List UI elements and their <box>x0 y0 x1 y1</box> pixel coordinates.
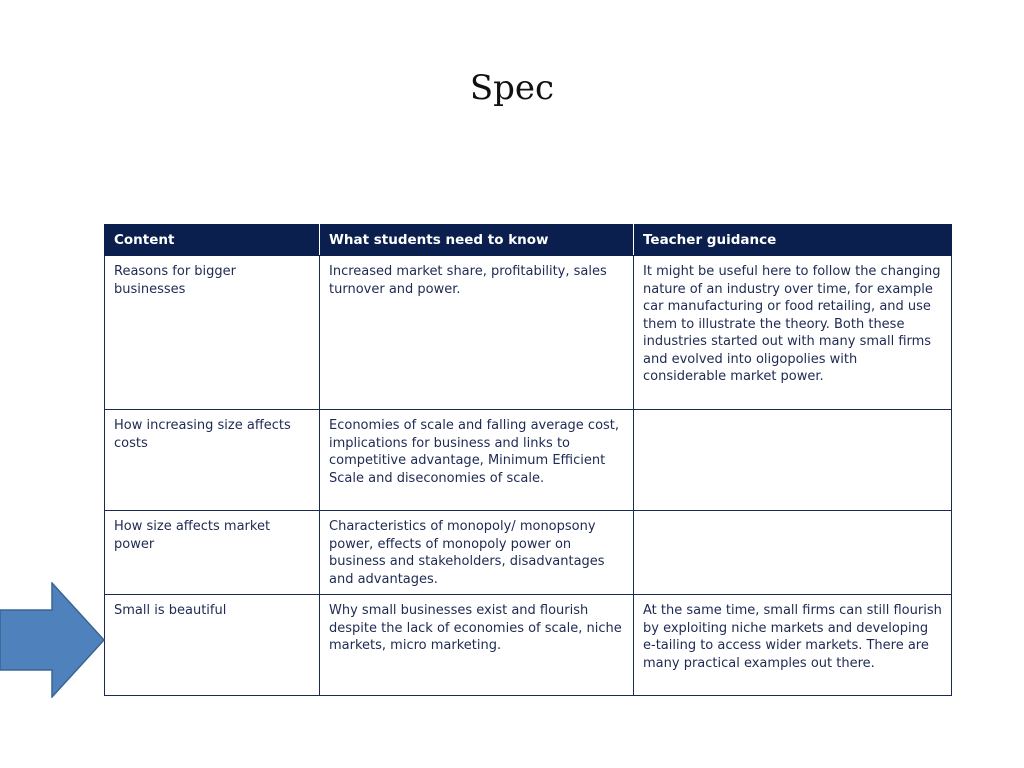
content-cell: How increasing size affects costs <box>105 410 320 511</box>
header-teacher-guidance: Teacher guidance <box>634 225 952 256</box>
table-row <box>105 511 952 595</box>
table-header-row <box>105 225 952 256</box>
guidance-cell: At the same time, small firms can still flourish by exploiting niche markets and developing e-tailing to access wider markets. There are many practical examples out there. <box>634 595 952 696</box>
know-cell: Characteristics of monopoly/ monopsony power, effects of monopoly power on business and stakeholders, disadvantages and advantages. <box>320 511 634 595</box>
know-cell: Economies of scale and falling average cost, implications for business and links to competitive advantage, Minimum Efficient Scale and diseconomies of scale. <box>320 410 634 511</box>
slide-title: Spec <box>469 68 555 108</box>
guidance-cell <box>634 410 952 511</box>
content-cell: Reasons for bigger businesses <box>105 256 320 410</box>
guidance-cell: It might be useful here to follow the changing nature of an industry over time, for example car manufacturing or food retailing, and use them to illustrate the theory. Both these industries started out with many small firms and evolved into oligopolies with considerable market power. <box>634 256 952 410</box>
guidance-cell <box>634 511 952 595</box>
table-row <box>105 410 952 511</box>
content-cell: Small is beautiful <box>105 595 320 696</box>
header-what-students-need-to-know: What students need to know <box>320 225 634 256</box>
table-row <box>105 256 952 410</box>
content-cell: How size affects market power <box>105 511 320 595</box>
know-cell: Increased market share, profitability, sales turnover and power. <box>320 256 634 410</box>
header-content: Content <box>105 225 320 256</box>
right-arrow-icon <box>0 582 106 698</box>
spec-table <box>104 224 952 696</box>
table-row <box>105 595 952 696</box>
know-cell: Why small businesses exist and flourish despite the lack of economies of scale, niche markets, micro marketing. <box>320 595 634 696</box>
